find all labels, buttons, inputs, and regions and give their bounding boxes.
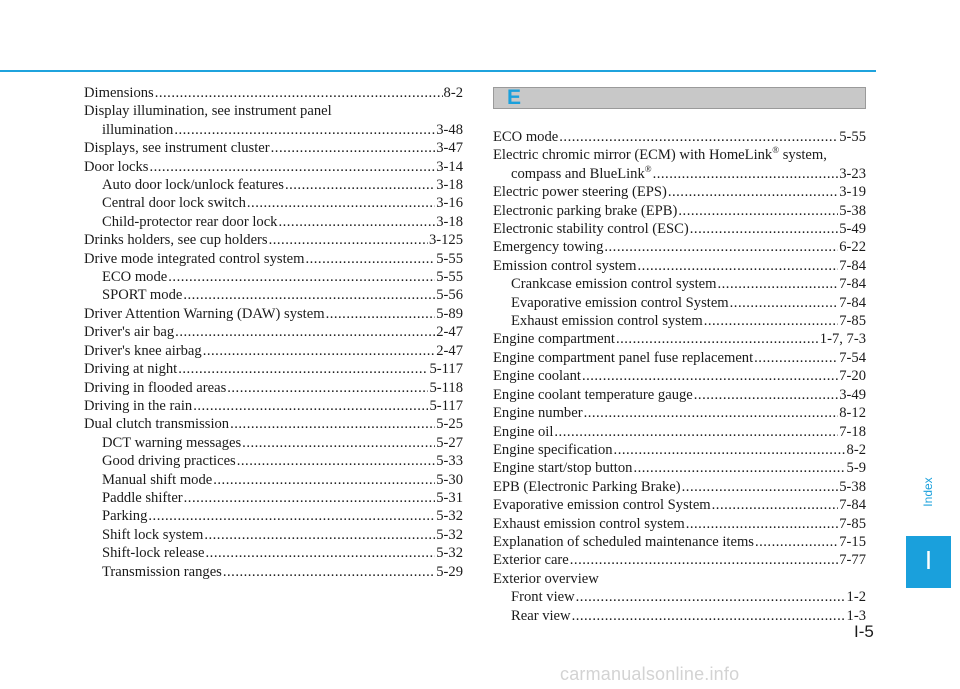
index-entry	[84, 526, 463, 544]
index-entry-title-text: Electronic stability control (ESC)	[493, 221, 689, 238]
index-entry-title	[84, 360, 177, 378]
index-entry-title-text: SPORT mode	[102, 287, 183, 304]
index-entry	[84, 286, 463, 304]
dot-leader	[730, 294, 839, 312]
dot-leader	[572, 607, 846, 625]
index-entry-title	[493, 404, 583, 422]
side-tab-label[interactable]: Index	[921, 477, 935, 507]
index-entry-title-text: DCT warning messages	[102, 434, 242, 451]
index-entry	[493, 330, 866, 348]
index-entry-title	[493, 496, 711, 514]
index-entry-title	[493, 441, 613, 459]
index-entry	[493, 202, 866, 220]
dot-leader	[686, 515, 839, 533]
dot-leader	[203, 342, 436, 360]
index-entry-title	[511, 607, 571, 625]
index-entry	[84, 471, 463, 489]
index-entry-title	[493, 367, 581, 385]
index-entry-title-text: Engine specification	[493, 441, 613, 458]
index-entry	[84, 452, 463, 470]
index-entry-page[interactable]: 5-38	[839, 202, 866, 219]
index-entry	[84, 194, 463, 212]
index-entry-title-text: Exhaust emission control system	[511, 313, 703, 330]
index-entry-title-text: Drive mode integrated control system	[84, 250, 305, 267]
dot-leader	[718, 275, 839, 293]
index-entry-title	[84, 158, 148, 176]
dot-leader	[604, 238, 838, 256]
index-entry-title-suffix: system,	[779, 147, 827, 164]
index-entry-title-text: Manual shift mode	[102, 471, 213, 488]
dot-leader	[183, 286, 435, 304]
index-entry-page[interactable]: 7-85	[839, 313, 866, 330]
index-entry-title	[102, 544, 205, 562]
index-entry-title-text: Engine oil	[493, 423, 554, 440]
index-entry-title	[493, 533, 754, 551]
index-entry-title-text: illumination	[102, 121, 174, 138]
index-entry-page[interactable]: 5-56	[436, 287, 463, 304]
index-entry-title	[84, 139, 270, 157]
index-entry-page[interactable]: 5-31	[436, 489, 463, 506]
index-entry-page[interactable]: 5-118	[429, 379, 463, 396]
index-entry	[84, 379, 463, 397]
index-entry-page[interactable]: 5-29	[436, 563, 463, 580]
index-entry-page[interactable]: 8-12	[839, 405, 866, 422]
index-entry-title-text: Driver Attention Warning (DAW) system	[84, 305, 325, 322]
index-entry-page[interactable]: 7-84	[839, 497, 866, 514]
index-entry	[493, 128, 866, 146]
index-entry-title	[493, 257, 637, 275]
dot-leader	[678, 202, 838, 220]
index-entry	[84, 250, 463, 268]
index-entry	[84, 176, 463, 194]
dot-leader	[668, 183, 838, 201]
index-entry-page[interactable]: 5-27	[436, 434, 463, 451]
index-entry	[84, 563, 463, 581]
index-entry-page[interactable]: 1-7, 7-3	[819, 331, 866, 348]
index-entry-title	[511, 165, 652, 183]
watermark: carmanualsonline.info	[560, 664, 740, 684]
section-letter: E	[507, 86, 522, 109]
index-entry-title	[493, 478, 681, 496]
index-entry-title-text: Displays, see instrument cluster	[84, 140, 270, 157]
dot-leader	[148, 507, 435, 525]
index-entry-page[interactable]: 5-117	[429, 361, 463, 378]
index-entry	[493, 588, 866, 606]
dot-leader	[754, 349, 838, 367]
index-entry	[493, 496, 866, 514]
index-entry	[493, 294, 866, 312]
index-entry-title	[493, 202, 677, 220]
index-entry-page[interactable]: 7-84	[839, 294, 866, 311]
index-entry	[84, 434, 463, 452]
index-entry-title-text: Emergency towing	[493, 239, 604, 256]
index-entry	[493, 607, 866, 625]
index-entry-title-text: Engine compartment panel fuse replacement	[493, 349, 754, 366]
dot-leader	[242, 434, 435, 452]
dot-leader	[174, 121, 435, 139]
index-entry-title	[102, 507, 147, 525]
dot-leader	[305, 250, 435, 268]
index-entry-title	[102, 121, 173, 139]
index-entry	[493, 257, 866, 275]
index-entry-title	[493, 515, 685, 533]
index-entry-page[interactable]: 3-18	[436, 177, 463, 194]
index-entry	[493, 275, 866, 293]
index-entry-title-text: Parking	[102, 508, 148, 525]
index-entry-page[interactable]: 3-125	[428, 232, 463, 249]
index-entry-title	[102, 489, 183, 507]
index-entry	[493, 515, 866, 533]
index-entry-title	[511, 275, 717, 293]
index-entry-title	[493, 551, 569, 569]
index-entry-title-text: Dimensions	[84, 85, 154, 101]
index-entry-title	[102, 194, 246, 212]
index-entry	[493, 146, 866, 164]
index-entry-title-text: Auto door lock/unlock features	[102, 177, 284, 194]
index-entry	[493, 349, 866, 367]
index-entry-title	[493, 183, 667, 201]
index-entry-title	[84, 305, 325, 323]
index-entry-title	[493, 423, 553, 441]
index-column-right	[493, 128, 866, 625]
dot-leader	[149, 158, 435, 176]
dot-leader	[184, 489, 436, 507]
index-entry-page[interactable]: 7-15	[839, 533, 866, 550]
dot-leader	[638, 257, 839, 275]
dot-leader	[633, 459, 845, 477]
index-entry-title-text: Driving in flooded areas	[84, 379, 227, 396]
section-letter-bar	[493, 87, 866, 109]
index-entry	[493, 312, 866, 330]
dot-leader	[175, 323, 435, 341]
index-entry	[84, 268, 463, 286]
index-entry-title	[84, 231, 268, 249]
index-entry-page[interactable]: 5-32	[436, 508, 463, 525]
index-entry-title-text: Engine number	[493, 405, 583, 422]
index-entry-page[interactable]: 5-55	[436, 269, 463, 286]
index-entry-page[interactable]: 3-14	[436, 158, 463, 175]
index-entry-page[interactable]: 5-38	[839, 478, 866, 495]
index-entry-title-text: Engine coolant temperature gauge	[493, 386, 693, 403]
index-entry-page[interactable]: 1-2	[846, 589, 866, 606]
index-entry-title-text: Explanation of scheduled maintenance items	[493, 533, 754, 550]
index-entry-title-text: Child-protector rear door lock	[102, 213, 278, 230]
index-entry	[493, 238, 866, 256]
index-entry-title-text: Engine compartment	[493, 331, 615, 348]
index-entry-title-text: ECO mode	[102, 269, 168, 286]
dot-leader	[559, 128, 838, 146]
dot-leader	[223, 563, 435, 581]
index-entry-page[interactable]: 7-77	[839, 552, 866, 569]
index-entry	[84, 323, 463, 341]
index-entry-title-text: Door locks	[84, 158, 149, 175]
index-entry-title	[493, 459, 632, 477]
index-entry	[493, 551, 866, 569]
index-entry-page[interactable]: 5-89	[436, 305, 463, 322]
dot-leader	[206, 544, 436, 562]
index-entry	[84, 397, 463, 415]
index-entry	[84, 139, 463, 157]
index-entry	[84, 305, 463, 323]
index-entry-title	[84, 342, 202, 360]
index-entry-title-text: Transmission ranges	[102, 563, 222, 580]
index-entry	[84, 415, 463, 433]
index-entry-title-text: Driver's air bag	[84, 324, 175, 341]
index-entry	[84, 84, 463, 102]
index-entry-title	[493, 386, 693, 404]
index-entry	[84, 231, 463, 249]
dot-leader	[682, 478, 839, 496]
index-entry-title	[493, 238, 603, 256]
index-entry-title-text: Rear view	[511, 607, 571, 624]
dot-leader	[616, 330, 819, 348]
index-entry-title: Electric chromic mirror (ECM) with HomeLink	[493, 147, 773, 164]
index-entry-title-text: Shift-lock release	[102, 545, 205, 562]
index-entry-page[interactable]: 3-16	[436, 195, 463, 212]
index-entry-page[interactable]: 7-20	[839, 368, 866, 385]
top-rule	[0, 70, 876, 72]
dot-leader	[269, 231, 428, 249]
dot-leader	[230, 415, 435, 433]
index-entry	[493, 220, 866, 238]
dot-leader	[193, 397, 428, 415]
index-entry-page[interactable]: 5-49	[839, 221, 866, 238]
index-entry-title	[511, 294, 729, 312]
dot-leader	[178, 360, 428, 378]
dot-leader	[247, 194, 435, 212]
dot-leader	[582, 367, 838, 385]
index-entry	[493, 404, 866, 422]
index-entry-page[interactable]: 5-55	[436, 250, 463, 267]
index-entry	[493, 183, 866, 201]
index-entry-title-text: Driving at night	[84, 361, 178, 378]
index-entry	[84, 489, 463, 507]
index-entry	[84, 102, 463, 120]
index-entry-page[interactable]: 8-2	[846, 441, 866, 458]
index-entry-page[interactable]: 2-47	[436, 342, 463, 359]
index-entry-page[interactable]: 6-22	[839, 239, 866, 256]
index-entry	[84, 213, 463, 231]
dot-leader	[204, 526, 435, 544]
index-entry-page[interactable]: 8-2	[443, 85, 463, 101]
index-entry-page[interactable]: 5-33	[436, 453, 463, 470]
index-entry-title-text: Emission control system	[493, 257, 637, 274]
dot-leader	[271, 139, 436, 157]
index-entry	[84, 544, 463, 562]
index-entry-title-text: Exterior care	[493, 552, 569, 569]
index-entry	[493, 423, 866, 441]
index-entry-page[interactable]: 3-48	[436, 121, 463, 138]
index-entry	[493, 570, 866, 588]
index-entry-title	[102, 286, 182, 304]
index-entry-title	[102, 434, 241, 452]
dot-leader	[614, 441, 846, 459]
side-tab-letter: I	[924, 545, 933, 575]
dot-leader	[278, 213, 435, 231]
index-entry	[493, 367, 866, 385]
index-entry-title-text: compass and BlueLink	[511, 165, 645, 182]
index-entry-page[interactable]: 5-55	[839, 129, 866, 145]
index-entry-title-text: Driving in the rain	[84, 397, 193, 414]
index-entry-title	[84, 323, 174, 341]
index-entry-page[interactable]: 7-18	[839, 423, 866, 440]
index-entry-title-text: Driver's knee airbag	[84, 342, 202, 359]
index-entry-page[interactable]: 2-47	[436, 324, 463, 341]
dot-leader	[155, 84, 443, 102]
index-entry-title-text: Paddle shifter	[102, 489, 183, 506]
index-entry	[493, 441, 866, 459]
dot-leader	[227, 379, 428, 397]
index-entry-title: Display illumination, see instrument panel	[84, 103, 332, 120]
index-entry-title-text: Drinks holders, see cup holders	[84, 232, 268, 249]
index-entry-title	[84, 397, 192, 415]
index-entry	[493, 459, 866, 477]
index-entry-page[interactable]: 5-25	[436, 416, 463, 433]
index-entry-title	[102, 176, 284, 194]
index-entry-title-text: Exhaust emission control system	[493, 515, 685, 532]
index-entry-title-text: EPB (Electronic Parking Brake)	[493, 478, 681, 495]
index-entry-title-text: Evaporative emission control System	[511, 294, 729, 311]
index-entry-title-text: Engine coolant	[493, 368, 581, 385]
dot-leader	[213, 471, 435, 489]
index-entry-page[interactable]: 1-3	[846, 607, 866, 624]
page-number: I-5	[854, 622, 874, 641]
dot-leader	[554, 423, 838, 441]
registered-mark: ®	[644, 163, 652, 174]
dot-leader	[712, 496, 839, 514]
dot-leader	[168, 268, 435, 286]
index-entry	[84, 342, 463, 360]
index-entry	[84, 360, 463, 378]
index-entry-title	[84, 379, 226, 397]
index-entry-title	[511, 588, 575, 606]
index-entry-page[interactable]: 7-84	[839, 257, 866, 274]
index-entry-title-text: ECO mode	[493, 129, 559, 145]
dot-leader	[570, 551, 838, 569]
index-entry-page[interactable]: 5-9	[846, 460, 866, 477]
dot-leader	[326, 305, 436, 323]
dot-leader	[285, 176, 435, 194]
dot-leader	[690, 220, 838, 238]
index-entry-page[interactable]: 3-49	[839, 386, 866, 403]
index-entry-page[interactable]: 3-23	[839, 165, 866, 182]
index-entry	[493, 386, 866, 404]
index-entry-title-text: Central door lock switch	[102, 195, 246, 212]
index-entry-title	[102, 526, 203, 544]
dot-leader	[237, 452, 435, 470]
index-entry-page[interactable]: 5-30	[436, 471, 463, 488]
index-entry-title: Exterior overview	[493, 570, 599, 587]
index-entry-page[interactable]: 7-54	[839, 349, 866, 366]
dot-leader	[704, 312, 839, 330]
index-entry-title	[493, 220, 689, 238]
registered-mark: ®	[772, 145, 780, 156]
index-entry-title	[84, 415, 229, 433]
index-entry-page[interactable]: 7-84	[839, 276, 866, 293]
index-entry-page[interactable]: 7-85	[839, 515, 866, 532]
index-entry-title-text: Shift lock system	[102, 526, 204, 543]
dot-leader	[576, 588, 846, 606]
index-entry-page[interactable]: 3-47	[436, 140, 463, 157]
index-entry	[493, 165, 866, 183]
index-entry	[493, 478, 866, 496]
index-entry-page[interactable]: 3-18	[436, 213, 463, 230]
index-entry-title-text: Engine start/stop button	[493, 460, 633, 477]
index-entry-title	[102, 213, 277, 231]
index-entry-title	[493, 349, 753, 367]
index-entry-title-text: Crankcase emission control system	[511, 276, 717, 293]
index-entry-title	[493, 330, 615, 348]
index-column-left	[84, 84, 463, 581]
index-entry-title-text: Dual clutch transmission	[84, 416, 230, 433]
index-entry-title	[493, 128, 558, 146]
index-entry-title-text: Evaporative emission control System	[493, 497, 711, 514]
dot-leader	[584, 404, 839, 422]
index-entry-page[interactable]: 5-32	[436, 545, 463, 562]
index-entry	[84, 507, 463, 525]
dot-leader	[653, 165, 839, 183]
index-entry-title	[511, 312, 703, 330]
index-entry-page[interactable]: 5-32	[436, 526, 463, 543]
index-entry	[84, 158, 463, 176]
index-entry	[84, 121, 463, 139]
side-tab-letter-box[interactable]	[906, 536, 951, 588]
index-entry-title-text: Electronic parking brake (EPB)	[493, 202, 678, 219]
index-entry	[493, 533, 866, 551]
index-entry-title-text: Good driving practices	[102, 453, 236, 470]
index-entry-title	[84, 250, 304, 268]
index-entry-title	[102, 452, 236, 470]
index-entry-title	[102, 563, 222, 581]
index-entry-title	[84, 84, 154, 102]
index-entry-title-text: Front view	[511, 589, 575, 606]
index-entry-page[interactable]: 5-117	[429, 397, 463, 414]
index-entry-title	[102, 471, 212, 489]
dot-leader	[755, 533, 838, 551]
dot-leader	[694, 386, 838, 404]
index-entry-page[interactable]: 3-19	[839, 184, 866, 201]
index-entry-title	[102, 268, 167, 286]
index-entry-title-text: Electric power steering (EPS)	[493, 184, 667, 201]
